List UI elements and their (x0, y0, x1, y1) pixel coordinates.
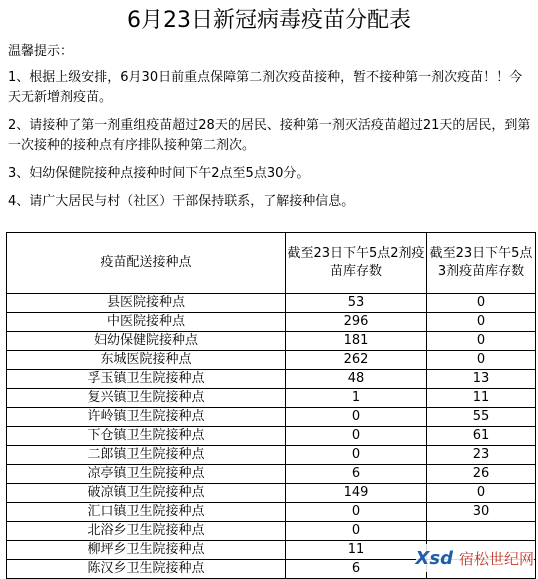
stock-2dose: 0 (286, 408, 427, 427)
stock-2dose: 0 (286, 427, 427, 446)
vaccine-distribution-table (6, 232, 536, 579)
stock-3dose: 61 (427, 427, 536, 446)
stock-3dose: 0 (427, 351, 536, 370)
watermark-text: 宿松世纪网 (458, 549, 534, 568)
stock-2dose: 6 (286, 465, 427, 484)
tips-greeting: 温馨提示： (8, 44, 74, 59)
site-name: 妇幼保健院接种点 (7, 332, 286, 351)
table-row (7, 446, 536, 465)
page-title: 6月23日新冠病毒疫苗分配表 (127, 8, 411, 33)
site-name: 柳坪乡卫生院接种点 (7, 541, 286, 560)
table-row (7, 351, 536, 370)
table-row (7, 522, 536, 541)
site-name: 复兴镇卫生院接种点 (7, 389, 286, 408)
table-row (7, 427, 536, 446)
table-row (7, 503, 536, 522)
table-row (7, 389, 536, 408)
stock-2dose: 0 (286, 522, 427, 541)
stock-2dose: 149 (286, 484, 427, 503)
table-row (7, 484, 536, 503)
stock-2dose: 1 (286, 389, 427, 408)
site-name: 孚玉镇卫生院接种点 (7, 370, 286, 389)
stock-3dose: 26 (427, 465, 536, 484)
stock-3dose: 23 (427, 446, 536, 465)
stock-2dose: 181 (286, 332, 427, 351)
tip-item: 3、妇幼保健院接种点接种时间下午2点至5点30分。 (8, 166, 310, 181)
stock-3dose: 55 (427, 408, 536, 427)
site-name: 北浴乡卫生院接种点 (7, 522, 286, 541)
site-watermark (416, 544, 535, 572)
stock-2dose: 0 (286, 503, 427, 522)
table-row (7, 294, 536, 313)
site-name: 凉亭镇卫生院接种点 (7, 465, 286, 484)
table-row (7, 332, 536, 351)
stock-3dose: 0 (427, 484, 536, 503)
site-name: 二郎镇卫生院接种点 (7, 446, 286, 465)
stock-2dose: 0 (286, 446, 427, 465)
table-row (7, 370, 536, 389)
site-name: 破凉镇卫生院接种点 (7, 484, 286, 503)
stock-2dose: 6 (286, 560, 427, 579)
table-row (7, 313, 536, 332)
stock-2dose: 262 (286, 351, 427, 370)
tip-item: 4、请广大居民与村（社区）干部保持联系，了解接种信息。 (8, 194, 355, 209)
stock-3dose: 0 (427, 294, 536, 313)
site-name: 县医院接种点 (7, 294, 286, 313)
stock-3dose: 11 (427, 389, 536, 408)
stock-3dose (427, 522, 536, 541)
header-3dose-stock: 截至23日下午5点3剂疫苗库存数 (427, 233, 536, 294)
site-name: 陈汉乡卫生院接种点 (7, 560, 286, 579)
tip-item: 1、根据上级安排，6月30日前重点保障第二剂次疫苗接种，暂不接种第一剂次疫苗！！今天无新增剂疫苗。 (8, 70, 523, 105)
tip-item: 2、请接种了第一剂重组疫苗超过28天的居民、接种第一剂灭活疫苗超过21天的居民，到第一次接种的接种点有序排队接种第二剂次。 (8, 118, 531, 153)
stock-3dose: 13 (427, 370, 536, 389)
stock-3dose: 30 (427, 503, 536, 522)
site-name: 东城医院接种点 (7, 351, 286, 370)
tips-section (8, 42, 532, 220)
stock-3dose: 0 (427, 313, 536, 332)
header-2dose-stock: 截至23日下午5点2剂疫苗库存数 (286, 233, 427, 294)
stock-3dose: 0 (427, 332, 536, 351)
site-name: 中医院接种点 (7, 313, 286, 332)
table-header-row (7, 233, 536, 294)
table-row (7, 465, 536, 484)
site-name: 汇口镇卫生院接种点 (7, 503, 286, 522)
header-site: 疫苗配送接种点 (7, 233, 286, 294)
stock-2dose: 296 (286, 313, 427, 332)
table-row (7, 408, 536, 427)
site-name: 许岭镇卫生院接种点 (7, 408, 286, 427)
watermark-logo: Xsd (415, 547, 453, 569)
stock-2dose: 48 (286, 370, 427, 389)
site-name: 下仓镇卫生院接种点 (7, 427, 286, 446)
stock-2dose: 53 (286, 294, 427, 313)
stock-2dose: 11 (286, 541, 427, 560)
